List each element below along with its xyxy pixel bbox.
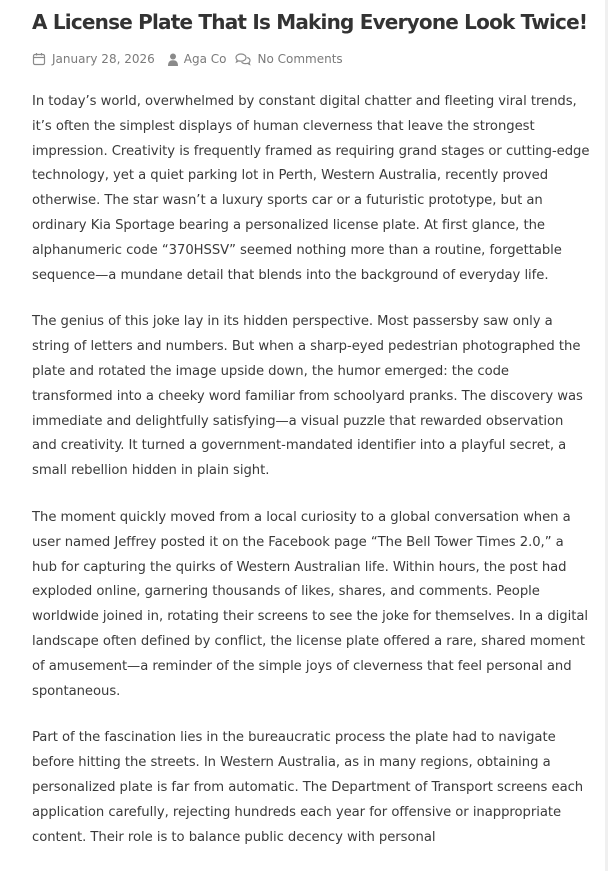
comments-icon [235, 53, 251, 66]
post-comments-text: No Comments [257, 52, 343, 66]
post-content [32, 90, 592, 850]
post-title[interactable]: A License Plate That Is Making Everyone Look Twice! [32, 10, 588, 34]
post-date[interactable] [32, 52, 155, 66]
post-date-text: January 28, 2026 [52, 52, 155, 66]
calendar-icon [32, 52, 46, 66]
paragraph: In today’s world, overwhelmed by constant digital chatter and fleeting viral trends, it’s often the simplest displays of human cleverness that leave the strongest impression. Creativity is frequently framed as requiring grand stages or cutting-edge technology, yet a quiet parking lot in Perth, Western Australia, recently proved otherwise. The star wasn’t a luxury sports car or a futuristic prototype, but an ordinary Kia Sportage bearing a personalized license plate. At first glance, the alphanumeric code “370HSSV” seemed nothing more than a routine, forgettable sequence—a mundane detail that blends into the background of everyday life. [32, 94, 590, 283]
post-meta [32, 49, 592, 69]
post-comments[interactable] [235, 52, 342, 66]
paragraph: The genius of this joke lay in its hidden perspective. Most passersby saw only a string of letters and numbers. But when a sharp-eyed pedestrian photographed the plate and rotated the image upside down, the humor emerged: the code transformed into a cheeky word familiar from schoolyard pranks. The discovery was immediate and delightfully satisfying—a visual puzzle that rewarded observation and creativity. It turned a government-mandated identifier into a playful secret, a small rebellion hidden in plain sight. [32, 314, 583, 479]
paragraph: Part of the fascination lies in the bureaucratic process the plate had to navigate before hitting the streets. In Western Australia, as in many regions, obtaining a personalized plate is far from automatic. The Department of Transport screens each application carefully, rejecting hundreds each year for offensive or inappropriate content. Their role is to balance public decency with personal [32, 730, 584, 845]
article [32, 0, 592, 871]
post-author[interactable] [168, 52, 227, 66]
user-icon [168, 53, 178, 66]
paragraph: The moment quickly moved from a local curiosity to a global conversation when a user named Jeffrey posted it on the Facebook page “The Bell Tower Times 2.0,” a hub for capturing the quirks of Western Australian life. Within hours, the post had exploded online, garnering thousands of likes, shares, and comments. People worldwide joined in, rotating their screens to see the joke for themselves. In a digital landscape often defined by conflict, the license plate offered a rare, shared moment of amusement—a reminder of the simple joys of cleverness that feel personal and spontaneous. [32, 509, 588, 699]
post-author-text: Aga Co [183, 52, 227, 66]
